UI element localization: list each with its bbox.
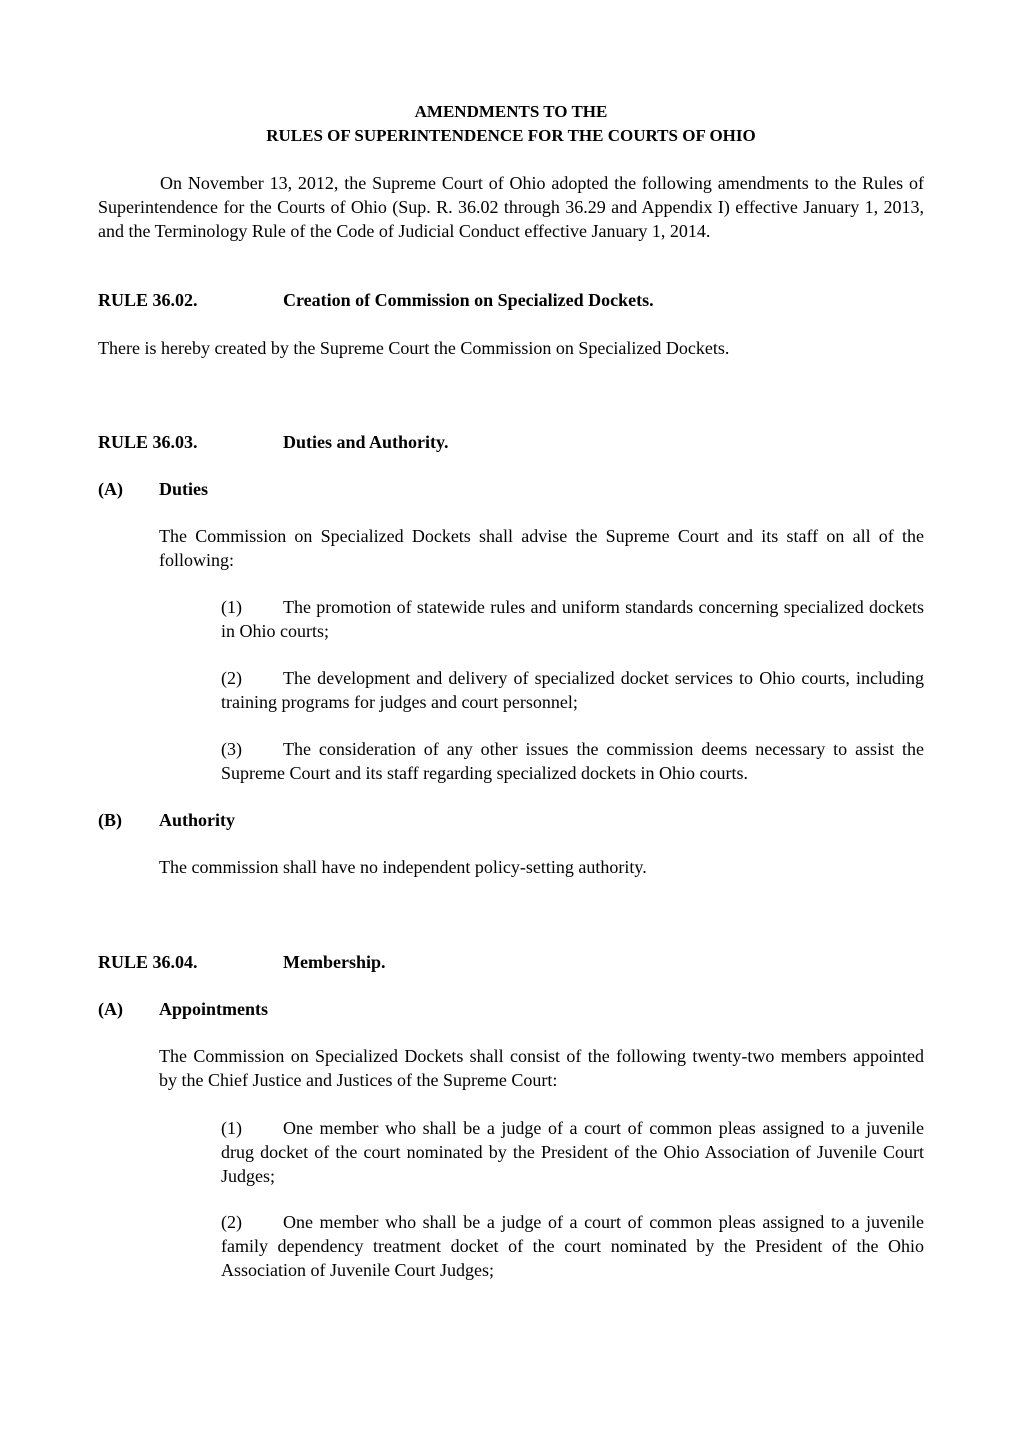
section-b-authority-text: The commission shall have no independent policy-setting authority. [159, 857, 647, 877]
intro-paragraph: On November 13, 2012, the Supreme Court of Ohio adopted the following amendments to the Rules of Superintendence for the Courts of Ohio (Sup. R. 36.02 through 36.29 and Appendix I) effective January 1, 2013, and the Terminology Rule of the Code of Judicial Conduct effective January 1, 2014. [98, 173, 924, 241]
title-line-2: RULES OF SUPERINTENDENCE FOR THE COURTS OF OHIO [266, 126, 756, 145]
item-number: (1) [221, 597, 242, 617]
rule-title: Membership. [283, 952, 386, 972]
section-letter: (A) [98, 479, 123, 499]
item-text: One member who shall be a judge of a court of common pleas assigned to a juvenile family dependency treatment docket of the court nominated by the President of the Ohio Association of Juvenile Court Judges; [221, 1212, 924, 1280]
rule-number: RULE 36.02. [98, 290, 198, 310]
title-line-1: AMENDMENTS TO THE [414, 102, 608, 121]
item-number: (2) [221, 1212, 242, 1232]
section-letter: (A) [98, 999, 123, 1019]
list-item [221, 1210, 924, 1282]
item-number: (3) [221, 739, 242, 759]
item-text: The promotion of statewide rules and uniform standards concerning specialized dockets in Ohio courts; [221, 597, 924, 641]
section-title: Appointments [159, 999, 269, 1019]
rule-title: Creation of Commission on Specialized Dockets. [283, 290, 654, 310]
list-item [221, 666, 924, 714]
item-text: The development and delivery of specialized docket services to Ohio courts, including training programs for judges and court personnel; [221, 668, 924, 712]
item-number: (2) [221, 668, 242, 688]
list-item [221, 595, 924, 643]
section-a-duties-text: The Commission on Specialized Dockets shall advise the Supreme Court and its staff on all of the following: [159, 526, 924, 570]
document-title [98, 100, 924, 148]
section-letter: (B) [98, 810, 122, 830]
item-text: The consideration of any other issues the commission deems necessary to assist the Supreme Court and its staff regarding specialized dockets in Ohio courts. [221, 739, 924, 783]
section-title: Authority [159, 810, 235, 830]
section-title: Duties [159, 479, 208, 499]
rule-title: Duties and Authority. [283, 432, 449, 452]
item-number: (1) [221, 1118, 242, 1138]
list-item [221, 737, 924, 785]
rule-number: RULE 36.03. [98, 432, 198, 452]
rule-number: RULE 36.04. [98, 952, 198, 972]
section-a-appointments-text: The Commission on Specialized Dockets shall consist of the following twenty-two members appointed by the Chief Justice and Justices of the Supreme Court: [159, 1046, 924, 1090]
item-text: One member who shall be a judge of a court of common pleas assigned to a juvenile drug docket of the court nominated by the President of the Ohio Association of Juvenile Court Judges; [221, 1118, 924, 1186]
list-item [221, 1116, 924, 1188]
rule-36-02-text: There is hereby created by the Supreme Court the Commission on Specialized Dockets. [98, 338, 730, 358]
